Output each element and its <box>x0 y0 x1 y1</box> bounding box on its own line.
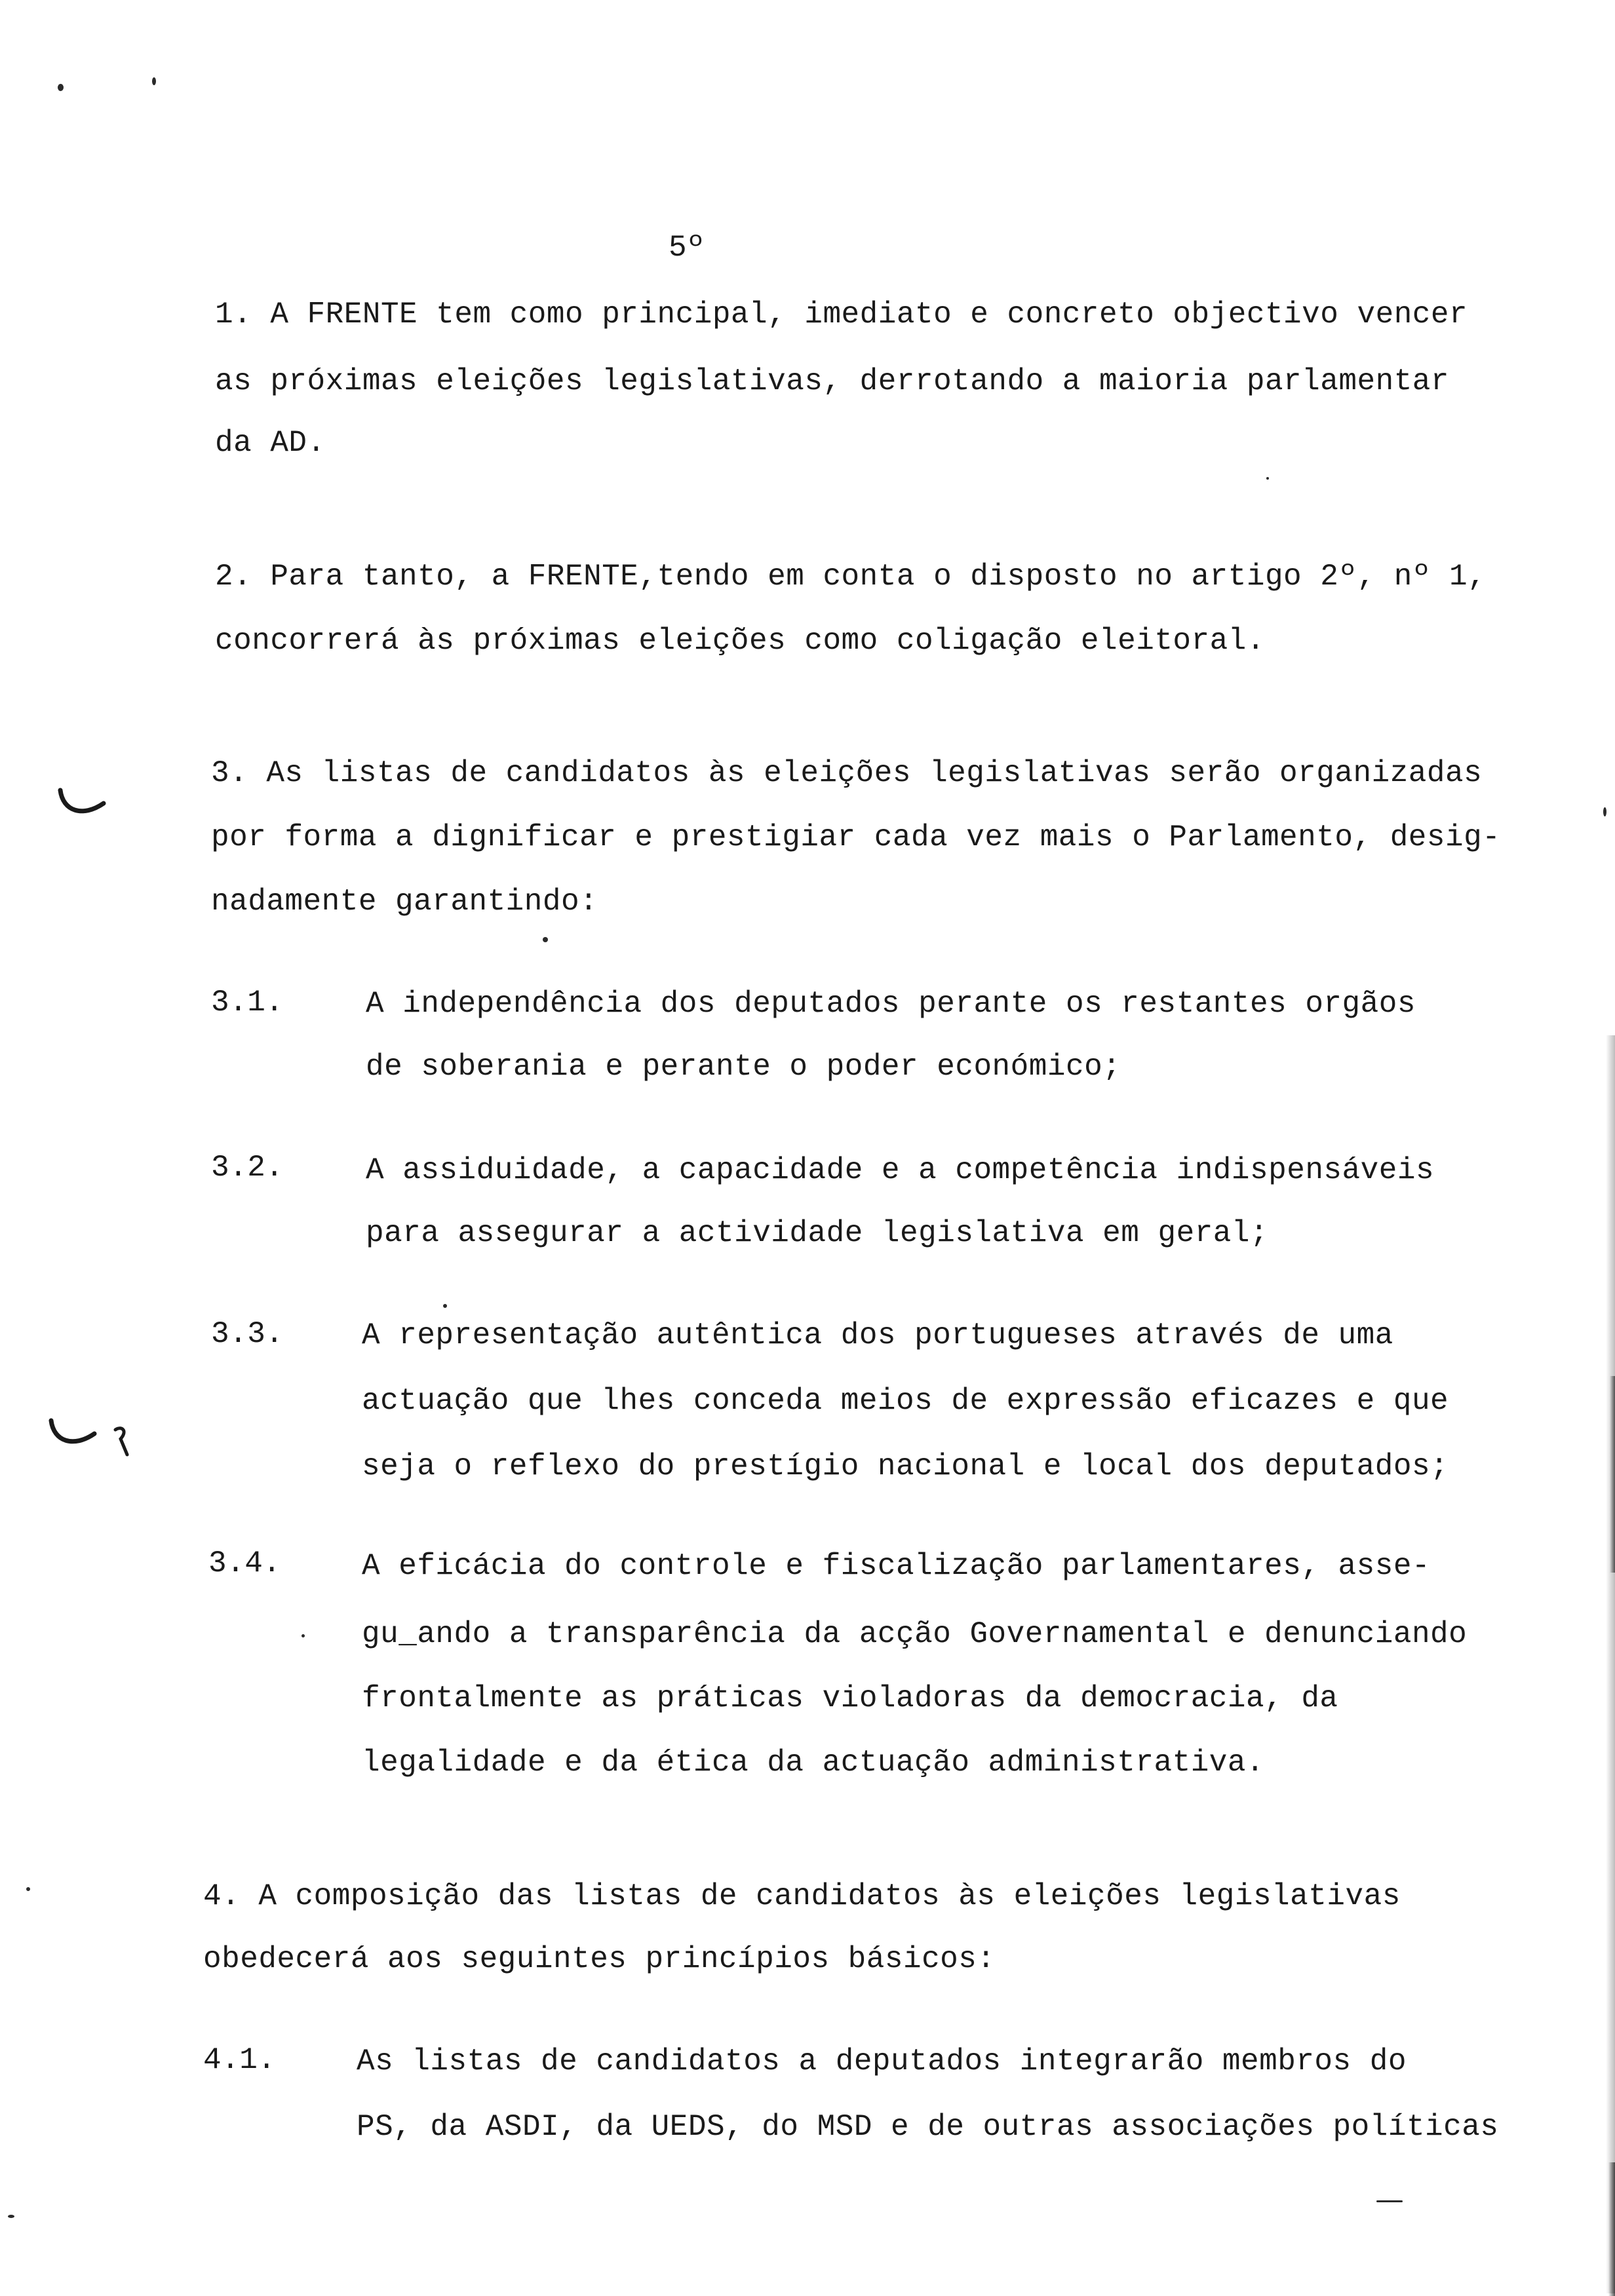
item-line: PS, da ASDI, da UEDS, do MSD e de outras associações políticas <box>357 2110 1499 2144</box>
section-4-line: 4. A composição das listas de candidatos às eleições legislativas <box>203 1879 1401 1913</box>
section-1-line: 1. A FRENTE tem como principal, imediato e concreto objectivo vencer <box>215 297 1468 332</box>
item-line: A eficácia do controle e fiscalização parlamentares, asse- <box>362 1549 1431 1583</box>
item-line: As listas de candidatos a deputados integrarão membros do <box>357 2044 1407 2078</box>
item-line: frontalmente as práticas violadoras da democracia, da <box>362 1681 1338 1715</box>
stray-mark <box>443 1304 447 1308</box>
section-1-line: da AD. <box>215 426 326 460</box>
item-number: 3.2. <box>211 1151 284 1185</box>
stray-mark <box>543 937 548 942</box>
page-number: 5º <box>669 231 705 265</box>
check-mark-icon <box>47 1415 146 1468</box>
stray-mark <box>26 1887 30 1891</box>
section-3-line: 3. As listas de candidatos às eleições legislativas serão organizadas <box>211 756 1483 790</box>
item-line: A representação autêntica dos portugueses através de uma <box>362 1318 1393 1352</box>
stray-mark <box>8 2215 14 2218</box>
section-1-line: as próximas eleições legislativas, derrotando a maioria parlamentar <box>215 364 1450 398</box>
item-number: 3.4. <box>208 1546 281 1580</box>
stray-mark <box>302 1634 305 1637</box>
stray-mark <box>1603 807 1606 816</box>
stray-mark <box>1266 477 1269 480</box>
item-line: para assegurar a actividade legislativa em geral; <box>366 1216 1269 1250</box>
item-number: 3.1. <box>211 985 284 1020</box>
section-4-line: obedecerá aos seguintes princípios básicos: <box>203 1942 996 1976</box>
scan-edge-shadow <box>1610 1376 1615 1573</box>
item-line: seja o reflexo do prestígio nacional e local dos deputados; <box>362 1449 1449 1483</box>
item-line: legalidade e da ética da actuação administrativa. <box>362 1746 1265 1780</box>
stray-mark <box>58 84 64 91</box>
item-line: A assiduidade, a capacidade e a competência indispensáveis <box>366 1153 1435 1187</box>
item-number: 3.3. <box>211 1317 284 1351</box>
section-3-line: por forma a dignificar e prestigiar cada vez mais o Parlamento, desig- <box>211 820 1501 854</box>
item-number: 4.1. <box>203 2043 276 2077</box>
check-mark-icon <box>56 785 109 824</box>
item-line: A independência dos deputados perante os restantes orgãos <box>366 987 1416 1021</box>
item-line: gu_ando a transparência da acção Governamental e denunciando <box>362 1617 1468 1651</box>
stray-mark <box>1376 2200 1403 2202</box>
item-line: actuação que lhes conceda meios de expressão eficazes e que <box>362 1384 1449 1418</box>
item-line: de soberania e perante o poder económico; <box>366 1050 1121 1084</box>
scan-edge-shadow <box>1608 2162 1615 2296</box>
section-2-line: 2. Para tanto, a FRENTE,tendo em conta o disposto no artigo 2º, nº 1, <box>215 560 1487 594</box>
section-3-line: nadamente garantindo: <box>211 885 598 919</box>
scan-edge-shadow <box>1606 1035 1615 2293</box>
stray-mark <box>152 77 156 85</box>
section-2-line: concorrerá às próximas eleições como coligação eleitoral. <box>215 624 1265 658</box>
